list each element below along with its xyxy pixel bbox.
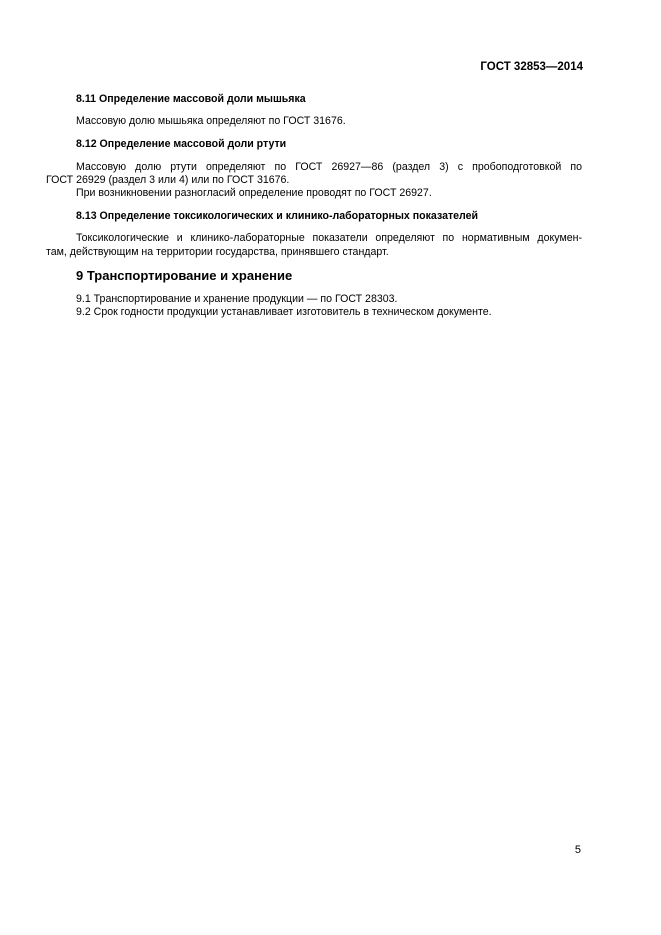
section-8-12-line-1: Массовую долю ртути определяют по ГОСТ 26927—86 (раздел 3) с пробоподготовкой по: [76, 160, 582, 173]
section-8-13-title: 8.13 Определение токсикологических и клинико-лабораторных показателей: [76, 210, 479, 223]
section-9-2: 9.2 Срок годности продукции устанавливает изготовитель в техническом документе.: [76, 306, 492, 319]
section-8-13: [46, 210, 582, 259]
document-code: ГОСТ 32853—2014: [480, 61, 583, 73]
page-number: 5: [574, 844, 581, 856]
section-8-12-line-2: ГОСТ 26929 (раздел 3 или 4) или по ГОСТ 31676.: [46, 173, 290, 186]
section-8-12: [46, 138, 582, 200]
section-9-title: 9 Транспортирование и хранение: [76, 267, 293, 283]
section-8-12-title: 8.12 Определение массовой доли ртути: [76, 138, 287, 151]
section-8-11: [76, 93, 582, 128]
section-8-13-line-1: Токсикологические и клинико-лабораторные показатели определяют по нормативным докумен-: [76, 232, 582, 245]
section-8-12-line-3: При возникновении разногласий определение проводят по ГОСТ 26927.: [76, 187, 432, 200]
document-body: [46, 93, 582, 319]
section-8-11-text: Массовую долю мышьяка определяют по ГОСТ 31676.: [76, 115, 346, 128]
section-9-1: 9.1 Транспортирование и хранение продукции — по ГОСТ 28303.: [76, 293, 398, 306]
section-8-13-line-2: там, действующим на территории государства, принявшего стандарт.: [46, 245, 389, 258]
section-8-11-title: 8.11 Определение массовой доли мышьяка: [76, 93, 306, 105]
